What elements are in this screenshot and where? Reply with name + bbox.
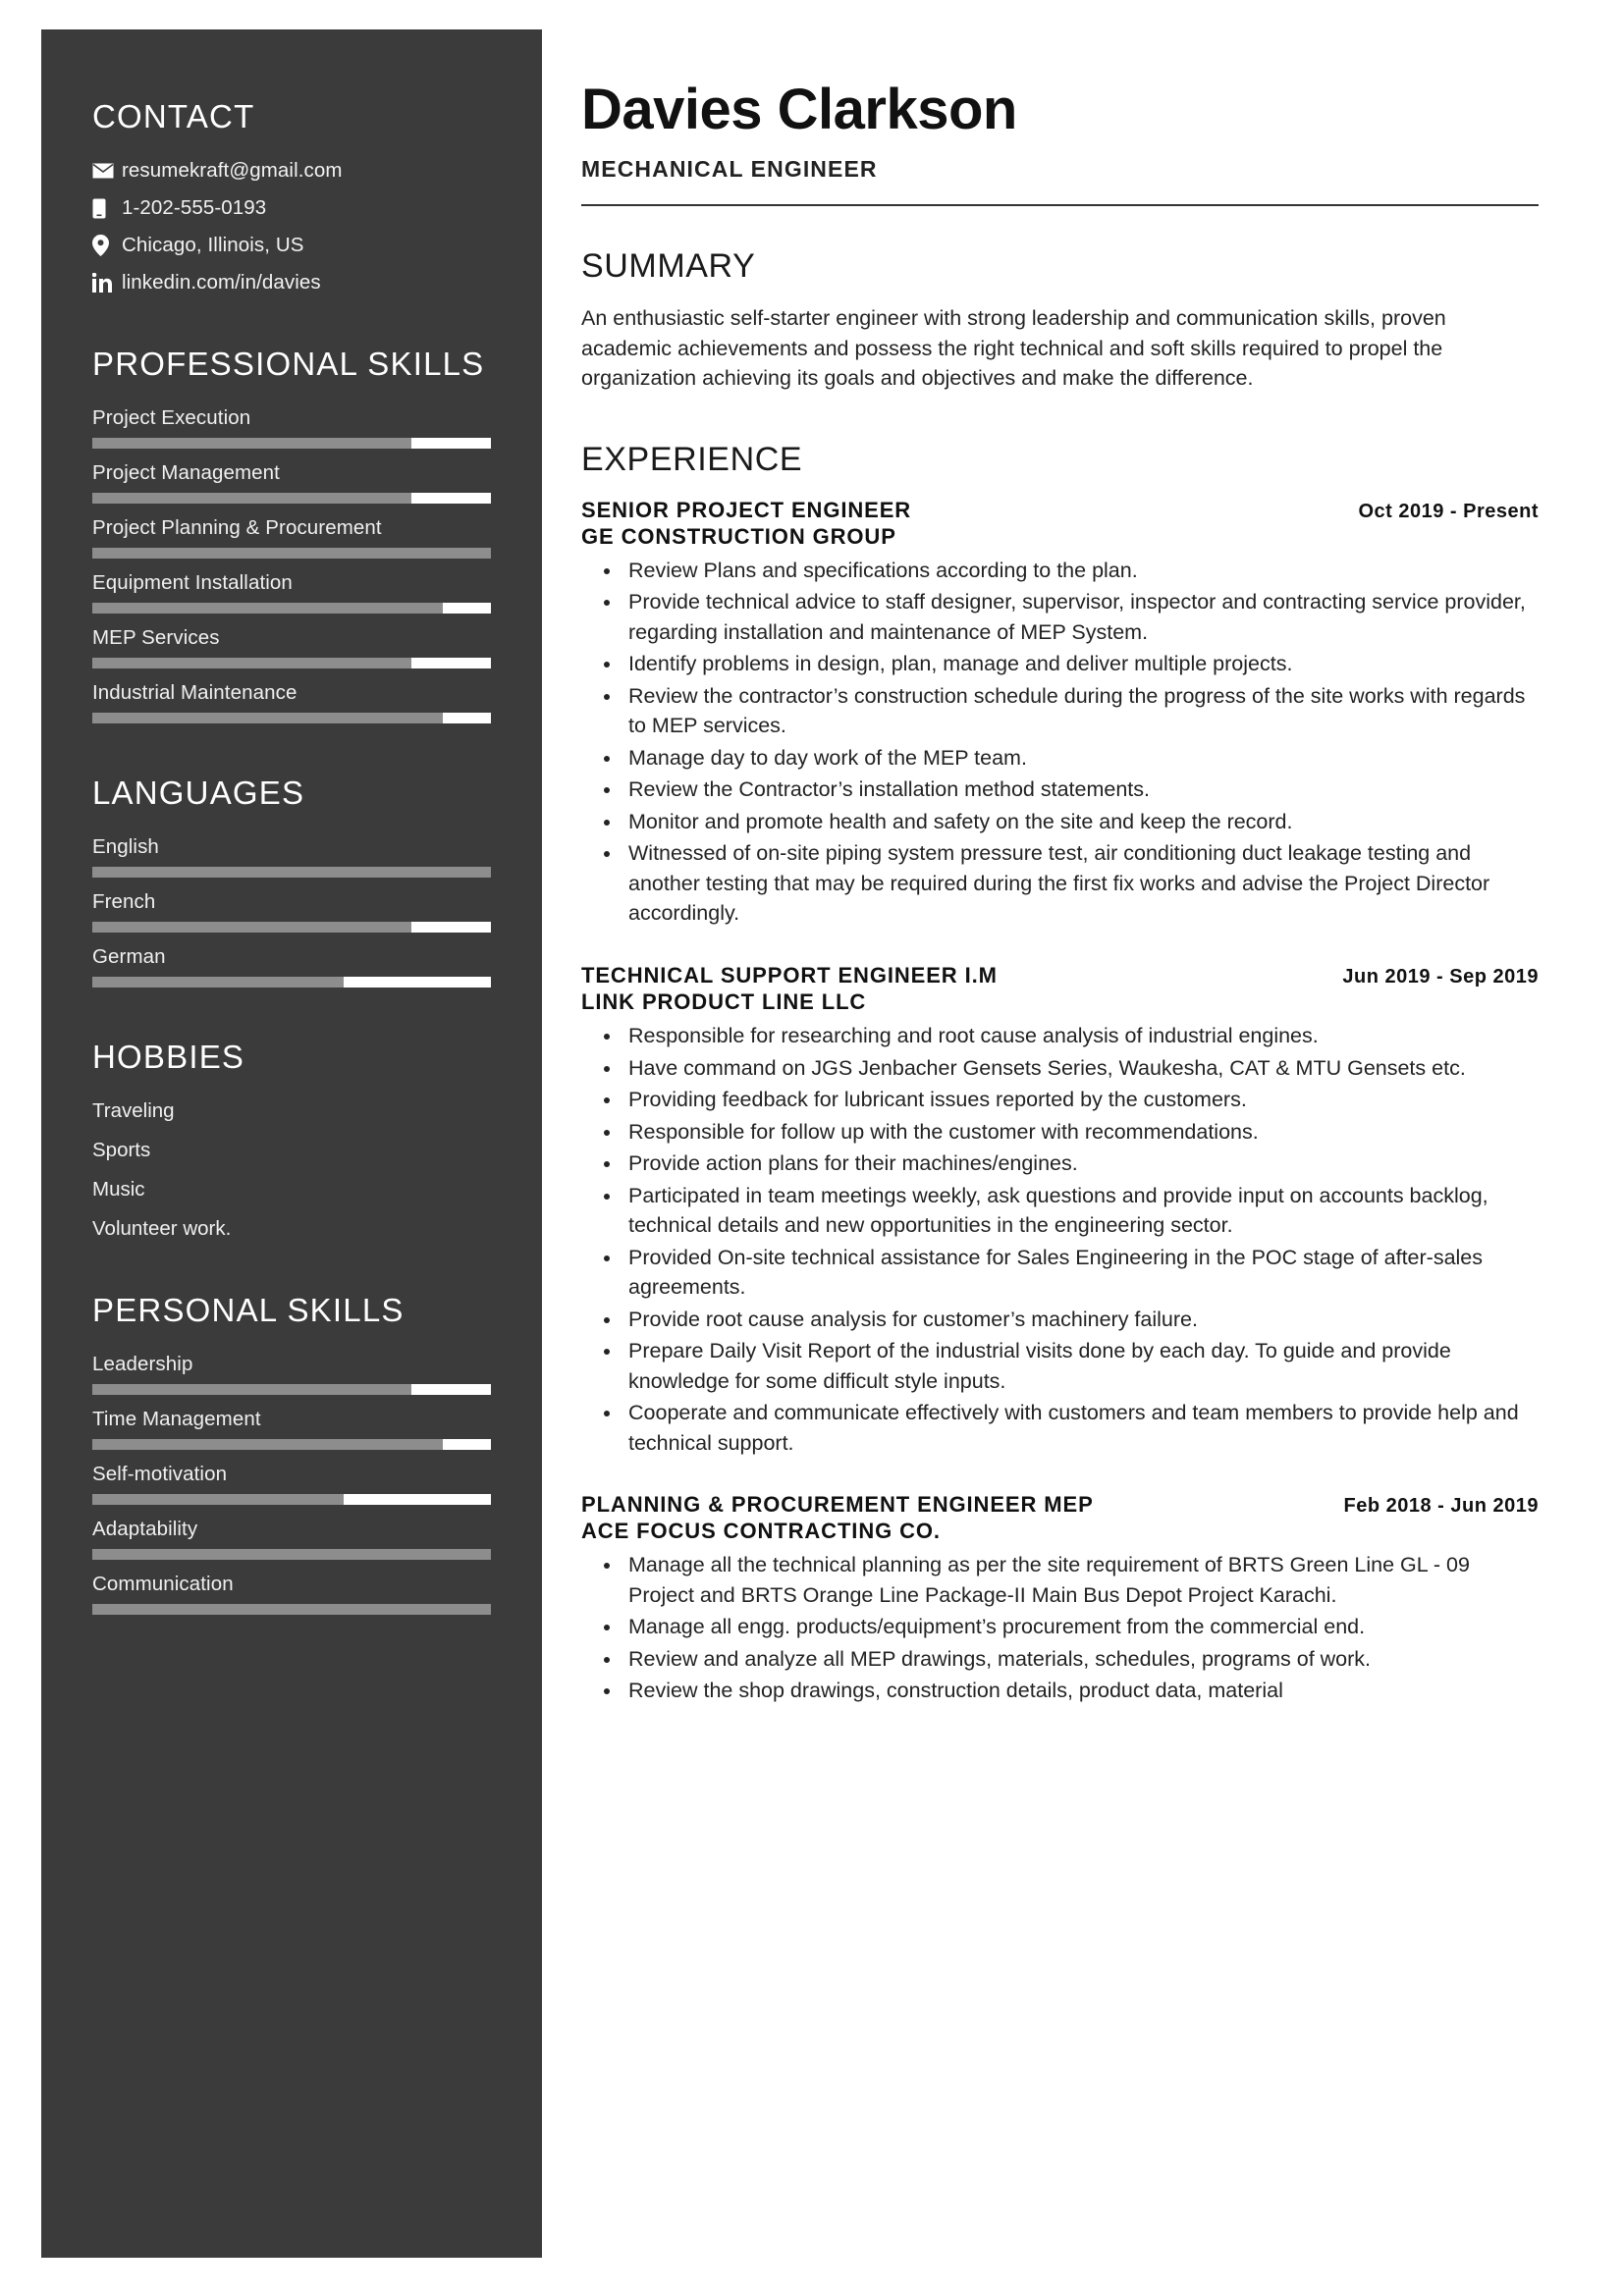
- personal-skill-bar: [92, 1494, 491, 1505]
- skill-item: [92, 571, 491, 614]
- bullet-item: • Provided On-site technical assistance for Sales Engineering in the POC stage of after-sales agreements.: [622, 1243, 1539, 1303]
- experience-date: Oct 2019 - Present: [1358, 500, 1539, 522]
- skill-label: Project Management: [92, 461, 280, 484]
- skill-bar-remainder: [443, 713, 491, 723]
- bullet-item: • Review Plans and specifications according to the plan.: [622, 556, 1539, 586]
- skill-label: MEP Services: [92, 626, 220, 649]
- experience-date: Feb 2018 - Jun 2019: [1343, 1495, 1539, 1518]
- experience-date: Jun 2019 - Sep 2019: [1342, 965, 1539, 988]
- contact-heading: CONTACT: [92, 98, 255, 134]
- skill-item: [92, 406, 491, 449]
- bullet-item: • Monitor and promote health and safety on the site and keep the record.: [622, 807, 1539, 837]
- bullet-item: • Identify problems in design, plan, manage and deliver multiple projects.: [622, 649, 1539, 679]
- contact-item-phone: [92, 196, 491, 220]
- language-item: [92, 890, 491, 933]
- personal-skill-label: Communication: [92, 1573, 234, 1595]
- experience-entry: [581, 1491, 1539, 1706]
- bullet-item: • Responsible for researching and root cause analysis of industrial engines.: [622, 1021, 1539, 1051]
- bullet-item: • Review and analyze all MEP drawings, materials, schedules, programs of work.: [622, 1644, 1539, 1675]
- skill-bar: [92, 548, 491, 559]
- personal-skills-list: [92, 1353, 491, 1615]
- language-label: French: [92, 890, 156, 913]
- skill-label: Industrial Maintenance: [92, 681, 298, 704]
- bullet-item: • Provide action plans for their machines/engines.: [622, 1148, 1539, 1179]
- skill-bar: [92, 713, 491, 723]
- bullet-item: • Manage all engg. products/equipment’s procurement from the commercial end.: [622, 1612, 1539, 1642]
- bullet-item: • Prepare Daily Visit Report of the industrial visits done by each day. To guide and provide knowledge for some difficult style inputs.: [622, 1336, 1539, 1396]
- language-label: German: [92, 945, 166, 968]
- experience-entry: [581, 497, 1539, 929]
- bullet-item: • Providing feedback for lubricant issues reported by the customers.: [622, 1085, 1539, 1115]
- experience-header: [581, 1491, 1539, 1519]
- personal-skill-label: Leadership: [92, 1353, 193, 1375]
- contact-item-location: [92, 234, 491, 257]
- candidate-name: Davies Clarkson: [581, 78, 1017, 141]
- sidebar: [41, 29, 542, 2258]
- experience-title: PLANNING & PROCUREMENT ENGINEER MEP: [581, 1492, 1094, 1518]
- bullet-item: • Have command on JGS Jenbacher Gensets Series, Waukesha, CAT & MTU Gensets etc.: [622, 1053, 1539, 1084]
- header-divider: [581, 204, 1539, 206]
- hobby-item: Sports: [92, 1139, 151, 1161]
- personal-skill-label: Self-motivation: [92, 1463, 228, 1485]
- personal-skill-item: [92, 1408, 491, 1450]
- contact-email-text: resumekraft@gmail.com: [122, 159, 343, 182]
- contact-linkedin-text: linkedin.com/in/davies: [122, 271, 321, 294]
- language-label: English: [92, 835, 159, 858]
- hobby-item: Music: [92, 1178, 145, 1201]
- professional-skills-list: [92, 406, 491, 723]
- skill-label: Equipment Installation: [92, 571, 293, 594]
- skill-bar-remainder: [411, 493, 491, 504]
- skill-item: [92, 461, 491, 504]
- languages-list: [92, 835, 491, 988]
- skill-item: [92, 516, 491, 559]
- email-icon: [92, 163, 122, 179]
- skill-bar: [92, 603, 491, 614]
- skill-label: Project Execution: [92, 406, 251, 429]
- skill-bar: [92, 438, 491, 449]
- main-content: [581, 77, 1539, 1739]
- hobbies-heading: HOBBIES: [92, 1039, 245, 1075]
- languages-heading: LANGUAGES: [92, 774, 305, 811]
- personal-skill-bar-remainder: [344, 1494, 491, 1505]
- language-bar: [92, 977, 491, 988]
- skill-bar: [92, 658, 491, 668]
- personal-skill-item: [92, 1353, 491, 1395]
- personal-skill-label: Adaptability: [92, 1518, 198, 1540]
- skill-bar-remainder: [443, 603, 491, 614]
- experience-bullets: [581, 1550, 1539, 1706]
- experience-company: ACE FOCUS CONTRACTING CO.: [581, 1519, 941, 1544]
- skill-bar: [92, 493, 491, 504]
- personal-skill-item: [92, 1518, 491, 1560]
- contact-phone-text: 1-202-555-0193: [122, 196, 267, 219]
- experience-company: LINK PRODUCT LINE LLC: [581, 989, 867, 1015]
- linkedin-icon: [92, 273, 122, 293]
- personal-skills-heading: PERSONAL SKILLS: [92, 1292, 405, 1328]
- language-bar: [92, 867, 491, 878]
- hobbies-list: [92, 1099, 491, 1241]
- language-bar-remainder: [344, 977, 491, 988]
- hobby-item: Traveling: [92, 1099, 175, 1122]
- language-bar: [92, 922, 491, 933]
- experience-header: [581, 497, 1539, 524]
- bullet-item: • Provide root cause analysis for customer’s machinery failure.: [622, 1305, 1539, 1335]
- language-item: [92, 835, 491, 878]
- contact-item-email: [92, 159, 491, 183]
- experience-entry: [581, 962, 1539, 1458]
- bullet-item: • Provide technical advice to staff designer, supervisor, inspector and contracting service provider, regarding installation and maintenance of MEP System.: [622, 587, 1539, 647]
- skill-item: [92, 681, 491, 723]
- candidate-role: MECHANICAL ENGINEER: [581, 156, 878, 182]
- experience-bullets: [581, 1021, 1539, 1458]
- personal-skill-bar: [92, 1439, 491, 1450]
- summary-heading: SUMMARY: [581, 247, 756, 285]
- bullet-item: • Witnessed of on-site piping system pressure test, air conditioning duct leakage testing and another testing that may be required during the first fix works and advise the Project Director accordingly.: [622, 838, 1539, 929]
- experience-header: [581, 962, 1539, 989]
- personal-skill-item: [92, 1573, 491, 1615]
- experience-bullets: [581, 556, 1539, 929]
- personal-skill-bar: [92, 1549, 491, 1560]
- professional-skills-heading: PROFESSIONAL SKILLS: [92, 346, 485, 382]
- bullet-item: • Review the Contractor’s installation method statements.: [622, 774, 1539, 805]
- hobby-item: Volunteer work.: [92, 1217, 232, 1240]
- bullet-item: • Manage all the technical planning as per the site requirement of BRTS Green Line GL - 09 Project and BRTS Orange Line Package-II Main Bus Depot Project Karachi.: [622, 1550, 1539, 1610]
- skill-bar-remainder: [411, 438, 491, 449]
- bullet-item: • Cooperate and communicate effectively with customers and team members to provide help and technical support.: [622, 1398, 1539, 1458]
- skill-item: [92, 626, 491, 668]
- contact-list: [92, 159, 491, 294]
- personal-skill-bar: [92, 1384, 491, 1395]
- language-item: [92, 945, 491, 988]
- personal-skill-bar-remainder: [443, 1439, 491, 1450]
- contact-item-linkedin[interactable]: [92, 271, 491, 294]
- experience-title: SENIOR PROJECT ENGINEER: [581, 497, 912, 522]
- skill-label: Project Planning & Procurement: [92, 516, 382, 539]
- language-bar-remainder: [411, 922, 491, 933]
- contact-location-text: Chicago, Illinois, US: [122, 234, 304, 256]
- location-pin-icon: [92, 235, 122, 256]
- bullet-item: • Participated in team meetings weekly, ask questions and provide input on accounts backlog, technical details and new opportunities in the engineering sector.: [622, 1181, 1539, 1241]
- bullet-item: • Review the shop drawings, construction details, product data, material: [622, 1676, 1539, 1706]
- experience-heading: EXPERIENCE: [581, 440, 803, 478]
- bullet-item: • Responsible for follow up with the customer with recommendations.: [622, 1117, 1539, 1148]
- skill-bar-remainder: [411, 658, 491, 668]
- bullet-item: • Manage day to day work of the MEP team.: [622, 743, 1539, 774]
- personal-skill-bar: [92, 1604, 491, 1615]
- personal-skill-label: Time Management: [92, 1408, 261, 1430]
- personal-skill-bar-remainder: [411, 1384, 491, 1395]
- summary-text: An enthusiastic self-starter engineer with strong leadership and communication skills, proven academic achievements and possess the right technical and soft skills required to propel the organization achieving its goals and objectives and make the difference.: [581, 306, 1446, 391]
- experience-title: TECHNICAL SUPPORT ENGINEER I.M: [581, 962, 998, 988]
- bullet-item: • Review the contractor’s construction schedule during the progress of the site works with regards to MEP services.: [622, 681, 1539, 741]
- experience-company: GE CONSTRUCTION GROUP: [581, 523, 896, 549]
- phone-icon: [92, 198, 122, 219]
- personal-skill-item: [92, 1463, 491, 1505]
